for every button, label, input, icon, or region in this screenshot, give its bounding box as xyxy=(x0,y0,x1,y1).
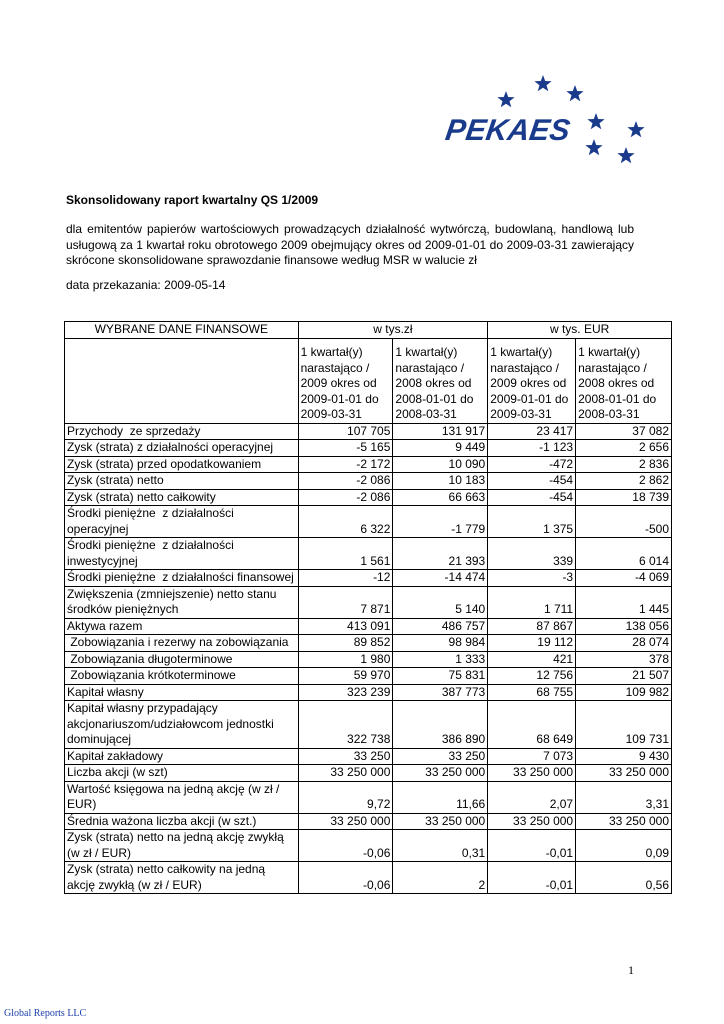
subheader-cell: 1 kwartał(y) narastająco / 2009 okres od 2009-01-01 do 2009-03-31 xyxy=(298,338,393,423)
row-label: Środki pieniężne z działalności inwestycyjnej xyxy=(65,538,299,570)
row-label: Zobowiązania krótkoterminowe xyxy=(65,668,299,685)
row-value: -12 xyxy=(298,570,393,587)
row-value: 10 183 xyxy=(393,473,488,490)
row-value: 33 250 000 xyxy=(393,765,488,782)
row-value: 21 393 xyxy=(393,538,488,570)
row-value: 7 073 xyxy=(488,748,576,765)
row-value: -0,06 xyxy=(298,862,393,894)
row-value: 9 430 xyxy=(576,748,672,765)
header-eur: w tys. EUR xyxy=(488,322,672,339)
row-value: 12 756 xyxy=(488,668,576,685)
row-value: 0,56 xyxy=(576,862,672,894)
row-value: 2 862 xyxy=(576,473,672,490)
row-label: Zysk (strata) z działalności operacyjnej xyxy=(65,440,299,457)
row-value: 68 649 xyxy=(488,701,576,749)
row-label: Zobowiązania długoterminowe xyxy=(65,651,299,668)
table-row xyxy=(65,830,672,862)
row-value: 1 445 xyxy=(576,586,672,618)
row-value: 131 917 xyxy=(393,423,488,440)
row-value: -500 xyxy=(576,506,672,538)
row-value: -14 474 xyxy=(393,570,488,587)
table-row xyxy=(65,570,672,587)
row-value: 378 xyxy=(576,651,672,668)
row-value: -0,01 xyxy=(488,862,576,894)
subheader-cell: 1 kwartał(y) narastająco / 2008 okres od 2008-01-01 do 2008-03-31 xyxy=(393,338,488,423)
row-value: 7 871 xyxy=(298,586,393,618)
row-value: 66 663 xyxy=(393,489,488,506)
row-label: Środki pieniężne z działalności operacyjnej xyxy=(65,506,299,538)
subheader-cell: 1 kwartał(y) narastająco / 2008 okres od 2008-01-01 do 2008-03-31 xyxy=(576,338,672,423)
row-label: Zysk (strata) netto xyxy=(65,473,299,490)
row-value: 21 507 xyxy=(576,668,672,685)
row-value: -3 xyxy=(488,570,576,587)
row-value: 413 091 xyxy=(298,618,393,635)
table-row xyxy=(65,473,672,490)
row-value: 323 239 xyxy=(298,684,393,701)
table-row xyxy=(65,586,672,618)
table-row xyxy=(65,456,672,473)
source-footer: Global Reports LLC xyxy=(4,1008,87,1019)
financial-data-table xyxy=(64,321,672,894)
row-value: 109 731 xyxy=(576,701,672,749)
row-value: 19 112 xyxy=(488,635,576,652)
row-value: 339 xyxy=(488,538,576,570)
row-value: 107 705 xyxy=(298,423,393,440)
row-value: 2 836 xyxy=(576,456,672,473)
row-value: 98 984 xyxy=(393,635,488,652)
table-header-row xyxy=(65,322,672,339)
row-value: -0,06 xyxy=(298,830,393,862)
row-label: Środki pieniężne z działalności finansowej xyxy=(65,570,299,587)
row-value: 33 250 000 xyxy=(488,813,576,830)
svg-text:PEKAES: PEKAES xyxy=(443,114,573,147)
row-value: 2,07 xyxy=(488,781,576,813)
table-row xyxy=(65,618,672,635)
row-value: 68 755 xyxy=(488,684,576,701)
row-value: 33 250 000 xyxy=(298,813,393,830)
header-label: WYBRANE DANE FINANSOWE xyxy=(65,322,299,339)
row-value: 1 980 xyxy=(298,651,393,668)
row-value: 89 852 xyxy=(298,635,393,652)
row-value: 23 417 xyxy=(488,423,576,440)
table-row xyxy=(65,813,672,830)
row-value: -1 123 xyxy=(488,440,576,457)
row-value: -5 165 xyxy=(298,440,393,457)
row-value: 6 014 xyxy=(576,538,672,570)
row-value: -4 069 xyxy=(576,570,672,587)
table-row xyxy=(65,781,672,813)
row-value: 33 250 000 xyxy=(298,765,393,782)
row-value: 1 711 xyxy=(488,586,576,618)
row-label: Wartość księgowa na jedną akcję (w zł / EUR) xyxy=(65,781,299,813)
report-title: Skonsolidowany raport kwartalny QS 1/2009 xyxy=(66,193,319,207)
table-row xyxy=(65,506,672,538)
header-pln: w tys.zł xyxy=(298,322,488,339)
row-value: 11,66 xyxy=(393,781,488,813)
row-value: 0,31 xyxy=(393,830,488,862)
table-row xyxy=(65,423,672,440)
row-value: -1 779 xyxy=(393,506,488,538)
report-intro: dla emitentów papierów wartościowych prowadzących działalność wytwórczą, budowlaną, handlową lub usługową za 1 kwartał roku obrotowego 2009 obejmujący okres od 2009-01-01 do 2009-03-31 zawierający skrócone skonsolidowane sprawozdanie finansowe według MSR w walucie zł xyxy=(66,222,634,267)
row-value: 1 333 xyxy=(393,651,488,668)
row-value: 33 250 000 xyxy=(393,813,488,830)
row-value: 6 322 xyxy=(298,506,393,538)
row-label: Kapitał zakładowy xyxy=(65,748,299,765)
row-value: -2 086 xyxy=(298,473,393,490)
row-value: 138 056 xyxy=(576,618,672,635)
row-label: Średnia ważona liczba akcji (w szt.) xyxy=(65,813,299,830)
row-value: 33 250 xyxy=(393,748,488,765)
row-value: 18 739 xyxy=(576,489,672,506)
row-value: 387 773 xyxy=(393,684,488,701)
row-value: 59 970 xyxy=(298,668,393,685)
row-value: 10 090 xyxy=(393,456,488,473)
row-value: -472 xyxy=(488,456,576,473)
row-value: 2 xyxy=(393,862,488,894)
row-value: 109 982 xyxy=(576,684,672,701)
row-value: 28 074 xyxy=(576,635,672,652)
table-row xyxy=(65,748,672,765)
row-value: 322 738 xyxy=(298,701,393,749)
page-number: 1 xyxy=(628,963,634,977)
row-label: Przychody ze sprzedaży xyxy=(65,423,299,440)
subheader-empty xyxy=(65,338,299,423)
row-label: Zysk (strata) przed opodatkowaniem xyxy=(65,456,299,473)
row-value: 486 757 xyxy=(393,618,488,635)
table-row xyxy=(65,489,672,506)
table-row xyxy=(65,440,672,457)
row-value: -0,01 xyxy=(488,830,576,862)
row-value: 2 656 xyxy=(576,440,672,457)
table-row xyxy=(65,862,672,894)
table-row xyxy=(65,765,672,782)
row-value: 33 250 xyxy=(298,748,393,765)
row-value: 5 140 xyxy=(393,586,488,618)
subheader-cell: 1 kwartał(y) narastająco / 2009 okres od 2009-01-01 do 2009-03-31 xyxy=(488,338,576,423)
table-row xyxy=(65,651,672,668)
row-value: 75 831 xyxy=(393,668,488,685)
row-label: Zysk (strata) netto na jedną akcję zwykłą (w zł / EUR) xyxy=(65,830,299,862)
table-row xyxy=(65,701,672,749)
pekaes-logo xyxy=(443,72,648,168)
row-label: Zysk (strata) netto całkowity na jedną akcję zwykłą (w zł / EUR) xyxy=(65,862,299,894)
row-value: 33 250 000 xyxy=(576,765,672,782)
row-value: 33 250 000 xyxy=(576,813,672,830)
row-label: Kapitał własny przypadający akcjonariuszom/udziałowcom jednostki dominującej xyxy=(65,701,299,749)
row-value: -2 086 xyxy=(298,489,393,506)
table-row xyxy=(65,668,672,685)
row-value: -454 xyxy=(488,489,576,506)
row-value: 9,72 xyxy=(298,781,393,813)
row-label: Zobowiązania i rezerwy na zobowiązania xyxy=(65,635,299,652)
table-subheader-row xyxy=(65,338,672,423)
table-row xyxy=(65,538,672,570)
row-value: 33 250 000 xyxy=(488,765,576,782)
submission-date: data przekazania: 2009-05-14 xyxy=(66,278,226,292)
row-label: Kapitał własny xyxy=(65,684,299,701)
row-label: Zysk (strata) netto całkowity xyxy=(65,489,299,506)
table-row xyxy=(65,635,672,652)
row-value: 1 375 xyxy=(488,506,576,538)
row-label: Liczba akcji (w szt) xyxy=(65,765,299,782)
row-value: 87 867 xyxy=(488,618,576,635)
row-label: Zwiększenia (zmniejszenie) netto stanu środków pieniężnych xyxy=(65,586,299,618)
row-value: 386 890 xyxy=(393,701,488,749)
row-value: -2 172 xyxy=(298,456,393,473)
row-value: 1 561 xyxy=(298,538,393,570)
row-label: Aktywa razem xyxy=(65,618,299,635)
row-value: 37 082 xyxy=(576,423,672,440)
row-value: 0,09 xyxy=(576,830,672,862)
row-value: 421 xyxy=(488,651,576,668)
row-value: 3,31 xyxy=(576,781,672,813)
row-value: 9 449 xyxy=(393,440,488,457)
table-row xyxy=(65,684,672,701)
row-value: -454 xyxy=(488,473,576,490)
